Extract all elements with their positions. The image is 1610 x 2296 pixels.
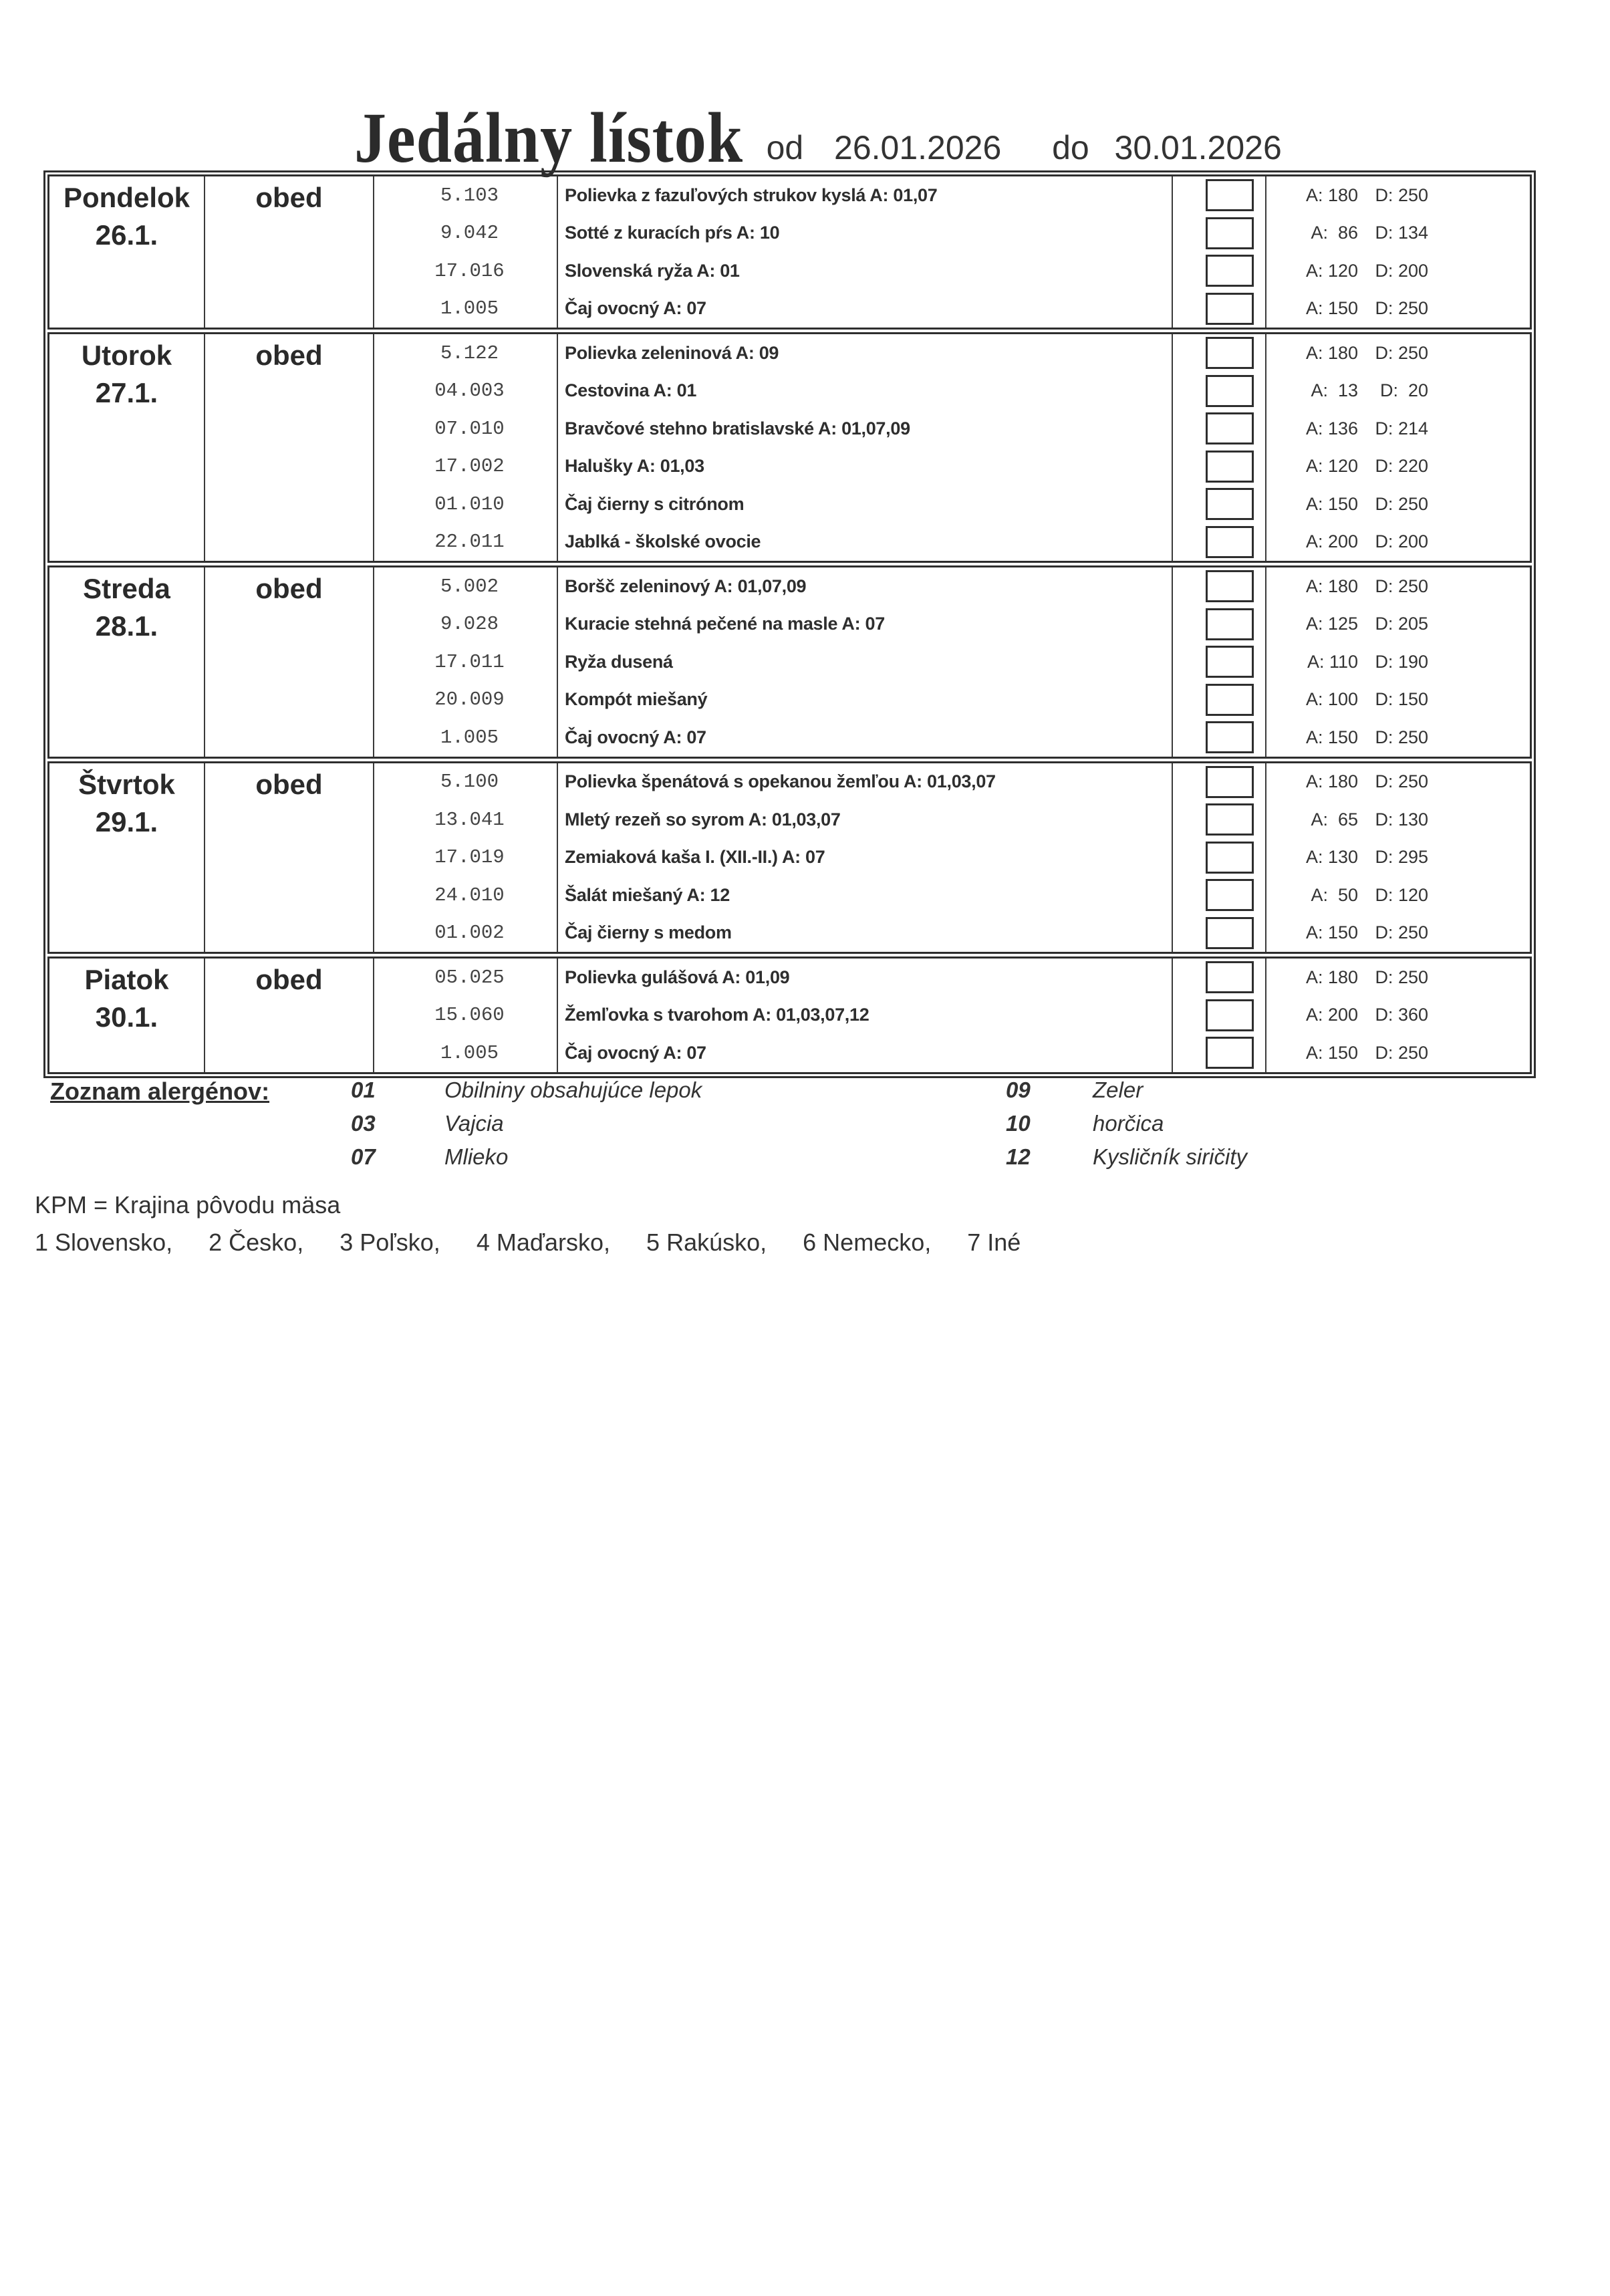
portion-row xyxy=(1266,681,1530,719)
recipe-code: 5.100 xyxy=(440,771,499,793)
portion-row xyxy=(1266,606,1530,644)
recipe-code: 9.042 xyxy=(440,222,499,245)
dish-name: Polievka gulášová A: 01,09 xyxy=(565,967,790,987)
order-checkbox[interactable] xyxy=(1206,375,1254,407)
meal-type: obed xyxy=(255,573,323,604)
day-block xyxy=(47,174,1532,330)
country-item: 2 Česko, xyxy=(209,1229,304,1256)
date-range xyxy=(767,128,1282,167)
order-checkbox[interactable] xyxy=(1206,526,1254,558)
checkbox-wrap xyxy=(1173,215,1265,253)
checkbox-wrap xyxy=(1173,606,1265,644)
portion-d: D: 250 xyxy=(1375,576,1428,596)
meal-type: obed xyxy=(255,340,323,371)
checkbox-wrap xyxy=(1173,523,1265,561)
recipe-code: 07.010 xyxy=(434,417,505,440)
portion-a: A: 180 xyxy=(1305,771,1358,792)
portion-a: A: 200 xyxy=(1305,531,1358,552)
portion-a: A: 110 xyxy=(1307,651,1358,672)
portion-column xyxy=(1266,763,1530,952)
portion-d: D: 130 xyxy=(1375,809,1428,830)
country-item: 3 Poľsko, xyxy=(340,1229,440,1256)
portion-row xyxy=(1266,567,1530,606)
portion-row xyxy=(1266,448,1530,486)
portion-a: A: 120 xyxy=(1305,260,1358,281)
order-checkbox-column xyxy=(1173,763,1266,952)
allergen-code: 03 xyxy=(351,1111,376,1136)
dish-name: Ryža dusená xyxy=(565,651,673,672)
portion-a: A: 180 xyxy=(1305,967,1358,987)
portion-d: D: 205 xyxy=(1375,614,1428,634)
checkbox-wrap xyxy=(1173,997,1265,1035)
dish-column xyxy=(558,334,1173,561)
portion-d: D: 20 xyxy=(1379,380,1428,401)
portion-a: A: 125 xyxy=(1305,614,1358,634)
recipe-code: 24.010 xyxy=(434,884,505,906)
portion-d: D: 250 xyxy=(1375,493,1428,514)
portion-d: D: 200 xyxy=(1375,531,1428,552)
portion-row xyxy=(1266,176,1530,215)
recipe-code: 01.002 xyxy=(434,922,505,944)
day-name: Piatok xyxy=(84,964,169,995)
portion-d: D: 150 xyxy=(1375,689,1428,710)
portion-row xyxy=(1266,839,1530,877)
dish-name: Bravčové stehno bratislavské A: 01,07,09 xyxy=(565,418,910,438)
to-date: 30.01.2026 xyxy=(1114,129,1282,166)
day-cell xyxy=(49,959,205,1072)
portion-row xyxy=(1266,997,1530,1035)
dish-name: Polievka z fazuľových strukov kyslá A: 01,07 xyxy=(565,184,938,205)
portion-a: A: 65 xyxy=(1311,809,1358,830)
checkbox-wrap xyxy=(1173,839,1265,877)
order-checkbox[interactable] xyxy=(1206,1037,1254,1069)
checkbox-wrap xyxy=(1173,290,1265,328)
day-block xyxy=(47,565,1532,759)
allergen-title: Zoznam alergénov: xyxy=(50,1077,270,1105)
meal-cell xyxy=(205,567,374,757)
recipe-code: 5.002 xyxy=(440,575,499,598)
meal-type: obed xyxy=(255,768,323,800)
portion-d: D: 200 xyxy=(1375,260,1428,281)
day-date: 26.1. xyxy=(95,219,158,251)
dish-name: Polievka zeleninová A: 09 xyxy=(565,342,779,363)
dish-column xyxy=(558,567,1173,757)
allergen-item xyxy=(351,1111,504,1136)
recipe-code: 1.005 xyxy=(440,1041,499,1064)
order-checkbox[interactable] xyxy=(1206,337,1254,369)
allergen-code: 09 xyxy=(1006,1077,1031,1102)
portion-a: A: 180 xyxy=(1305,342,1358,363)
allergen-item xyxy=(351,1144,508,1170)
allergen-name: Vajcia xyxy=(444,1111,504,1136)
portion-d: D: 250 xyxy=(1375,342,1428,363)
portion-row xyxy=(1266,801,1530,839)
meal-cell xyxy=(205,763,374,952)
portion-d: D: 250 xyxy=(1375,922,1428,943)
menu-header xyxy=(354,97,1282,178)
order-checkbox[interactable] xyxy=(1206,961,1254,993)
recipe-code: 5.103 xyxy=(440,184,499,207)
day-name: Utorok xyxy=(81,340,172,371)
portion-a: A: 200 xyxy=(1305,1005,1358,1025)
allergen-name: horčica xyxy=(1093,1111,1164,1136)
dish-column xyxy=(558,176,1173,328)
recipe-code: 5.122 xyxy=(440,342,499,364)
portion-d: D: 190 xyxy=(1375,651,1428,672)
day-block xyxy=(47,956,1532,1074)
checkbox-wrap xyxy=(1173,643,1265,681)
day-cell xyxy=(49,176,205,328)
recipe-code: 17.019 xyxy=(434,846,505,869)
dish-name: Sotté z kuracích pŕs A: 10 xyxy=(565,223,780,243)
dish-name: Čaj čierny s citrónom xyxy=(565,493,745,514)
order-checkbox[interactable] xyxy=(1206,721,1254,753)
day-date: 29.1. xyxy=(95,805,158,838)
recipe-code-column xyxy=(374,176,558,328)
dish-name: Halušky A: 01,03 xyxy=(565,456,704,477)
portion-d: D: 295 xyxy=(1375,847,1428,868)
meal-type: obed xyxy=(255,964,323,995)
portion-a: A: 13 xyxy=(1311,380,1358,401)
order-checkbox[interactable] xyxy=(1206,879,1254,911)
portion-a: A: 150 xyxy=(1305,493,1358,514)
portion-d: D: 250 xyxy=(1375,967,1428,987)
order-checkbox[interactable] xyxy=(1206,179,1254,211)
day-cell xyxy=(49,763,205,952)
meal-cell xyxy=(205,334,374,561)
menu-table xyxy=(43,170,1536,1078)
portion-column xyxy=(1266,176,1530,328)
order-checkbox[interactable] xyxy=(1206,684,1254,716)
day-cell xyxy=(49,334,205,561)
country-list xyxy=(35,1229,1050,1257)
checkbox-wrap xyxy=(1173,876,1265,914)
meal-cell xyxy=(205,176,374,328)
day-date: 27.1. xyxy=(95,377,158,408)
checkbox-wrap xyxy=(1173,914,1265,952)
dish-name: Čaj čierny s medom xyxy=(565,922,732,943)
portion-a: A: 150 xyxy=(1305,298,1358,319)
portion-row xyxy=(1266,763,1530,801)
portion-d: D: 360 xyxy=(1375,1005,1428,1025)
order-checkbox[interactable] xyxy=(1206,412,1254,444)
order-checkbox[interactable] xyxy=(1206,608,1254,640)
from-label: od xyxy=(766,129,804,166)
portion-row xyxy=(1266,410,1530,448)
checkbox-wrap xyxy=(1173,410,1265,448)
portion-a: A: 120 xyxy=(1305,456,1358,477)
dish-name: Čaj ovocný A: 07 xyxy=(565,727,706,747)
recipe-code: 05.025 xyxy=(434,966,505,989)
portion-row xyxy=(1266,523,1530,561)
recipe-code: 15.060 xyxy=(434,1004,505,1027)
order-checkbox[interactable] xyxy=(1206,570,1254,602)
recipe-code: 04.003 xyxy=(434,380,505,402)
recipe-code: 1.005 xyxy=(440,726,499,749)
recipe-code: 9.028 xyxy=(440,613,499,636)
recipe-code: 22.011 xyxy=(434,531,505,553)
allergen-name: Mlieko xyxy=(444,1144,509,1169)
recipe-code: 01.010 xyxy=(434,493,505,515)
dish-name: Šalát miešaný A: 12 xyxy=(565,884,730,905)
portion-d: D: 214 xyxy=(1375,418,1428,438)
order-checkbox-column xyxy=(1173,334,1266,561)
checkbox-wrap xyxy=(1173,681,1265,719)
order-checkbox[interactable] xyxy=(1206,646,1254,678)
portion-d: D: 250 xyxy=(1375,298,1428,319)
kpm-legend: KPM = Krajina pôvodu mäsa xyxy=(35,1191,341,1219)
portion-a: A: 100 xyxy=(1305,689,1358,710)
country-item: 6 Nemecko, xyxy=(803,1229,932,1256)
checkbox-wrap xyxy=(1173,176,1265,215)
portion-row xyxy=(1266,215,1530,253)
order-checkbox-column xyxy=(1173,176,1266,328)
allergen-name: Zeler xyxy=(1093,1077,1144,1102)
day-block xyxy=(47,332,1532,563)
recipe-code-column xyxy=(374,763,558,952)
to-label: do xyxy=(1052,129,1089,166)
dish-name: Jablká - školské ovocie xyxy=(565,531,761,552)
portion-column xyxy=(1266,959,1530,1072)
dish-name: Boršč zeleninový A: 01,07,09 xyxy=(565,576,807,596)
page-title: Jedálny lístok xyxy=(354,97,744,178)
dish-column xyxy=(558,959,1173,1072)
allergen-code: 10 xyxy=(1006,1111,1031,1136)
country-item: 4 Maďarsko, xyxy=(476,1229,611,1256)
checkbox-wrap xyxy=(1173,719,1265,757)
checkbox-wrap xyxy=(1173,959,1265,997)
order-checkbox[interactable] xyxy=(1206,917,1254,949)
recipe-code: 17.002 xyxy=(434,455,505,478)
allergen-code: 01 xyxy=(351,1077,376,1102)
day-date: 28.1. xyxy=(95,610,158,642)
day-name: Streda xyxy=(83,573,170,604)
portion-a: A: 180 xyxy=(1305,576,1358,596)
checkbox-wrap xyxy=(1173,801,1265,839)
portion-row xyxy=(1266,485,1530,523)
allergen-name: Obilniny obsahujúce lepok xyxy=(444,1077,702,1102)
recipe-code: 13.041 xyxy=(434,808,505,831)
day-cell xyxy=(49,567,205,757)
portion-a: A: 130 xyxy=(1305,847,1358,868)
allergen-item xyxy=(1006,1111,1164,1136)
meal-cell xyxy=(205,959,374,1072)
portion-row xyxy=(1266,1034,1530,1072)
order-checkbox[interactable] xyxy=(1206,488,1254,520)
portion-a: A: 136 xyxy=(1305,418,1358,438)
order-checkbox[interactable] xyxy=(1206,842,1254,874)
order-checkbox[interactable] xyxy=(1206,217,1254,249)
dish-name: Polievka špenátová s opekanou žemľou A: 01,03,07 xyxy=(565,771,996,792)
portion-a: A: 150 xyxy=(1305,922,1358,943)
dish-name: Zemiaková kaša I. (XII.-II.) A: 07 xyxy=(565,847,825,868)
dish-name: Mletý rezeň so syrom A: 01,03,07 xyxy=(565,809,841,830)
portion-row xyxy=(1266,290,1530,328)
from-date: 26.01.2026 xyxy=(834,129,1002,166)
order-checkbox[interactable] xyxy=(1206,999,1254,1031)
checkbox-wrap xyxy=(1173,485,1265,523)
checkbox-wrap xyxy=(1173,252,1265,290)
portion-a: A: 150 xyxy=(1305,727,1358,747)
portion-d: D: 250 xyxy=(1375,771,1428,792)
checkbox-wrap xyxy=(1173,763,1265,801)
portion-row xyxy=(1266,334,1530,372)
portion-a: A: 150 xyxy=(1305,1042,1358,1063)
dish-name: Kompót miešaný xyxy=(565,689,708,710)
day-block xyxy=(47,761,1532,954)
portion-a: A: 180 xyxy=(1305,184,1358,205)
checkbox-wrap xyxy=(1173,448,1265,486)
portion-row xyxy=(1266,719,1530,757)
country-item: 7 Iné xyxy=(967,1229,1021,1256)
dish-name: Cestovina A: 01 xyxy=(565,380,697,401)
portion-d: D: 120 xyxy=(1375,884,1428,905)
country-item: 5 Rakúsko, xyxy=(646,1229,767,1256)
country-item: 1 Slovensko, xyxy=(35,1229,173,1256)
order-checkbox-column xyxy=(1173,567,1266,757)
order-checkbox[interactable] xyxy=(1206,451,1254,483)
allergen-code: 07 xyxy=(351,1144,376,1169)
dish-name: Slovenská ryža A: 01 xyxy=(565,260,740,281)
meal-type: obed xyxy=(255,182,323,213)
portion-a: A: 50 xyxy=(1311,884,1358,905)
dish-column xyxy=(558,763,1173,952)
dish-name: Kuracie stehná pečené na masle A: 07 xyxy=(565,614,885,634)
allergen-item xyxy=(1006,1077,1143,1103)
recipe-code-column xyxy=(374,959,558,1072)
order-checkbox[interactable] xyxy=(1206,766,1254,798)
portion-row xyxy=(1266,876,1530,914)
checkbox-wrap xyxy=(1173,567,1265,606)
portion-row xyxy=(1266,643,1530,681)
portion-row xyxy=(1266,252,1530,290)
order-checkbox[interactable] xyxy=(1206,255,1254,287)
recipe-code-column xyxy=(374,567,558,757)
checkbox-wrap xyxy=(1173,1034,1265,1072)
allergen-name: Kysličník siričity xyxy=(1093,1144,1248,1169)
portion-d: D: 250 xyxy=(1375,184,1428,205)
recipe-code: 17.016 xyxy=(434,259,505,282)
allergen-item xyxy=(351,1077,702,1103)
recipe-code: 1.005 xyxy=(440,297,499,320)
portion-d: D: 220 xyxy=(1375,456,1428,477)
order-checkbox-column xyxy=(1173,959,1266,1072)
dish-name: Žemľovka s tvarohom A: 01,03,07,12 xyxy=(565,1005,869,1025)
order-checkbox[interactable] xyxy=(1206,293,1254,325)
allergen-item xyxy=(1006,1144,1247,1170)
day-name: Štvrtok xyxy=(78,768,175,800)
portion-column xyxy=(1266,334,1530,561)
day-date: 30.1. xyxy=(95,1001,158,1033)
portion-d: D: 134 xyxy=(1375,223,1428,243)
allergen-code: 12 xyxy=(1006,1144,1031,1169)
portion-row xyxy=(1266,959,1530,997)
portion-d: D: 250 xyxy=(1375,727,1428,747)
checkbox-wrap xyxy=(1173,334,1265,372)
day-name: Pondelok xyxy=(63,182,190,213)
recipe-code: 20.009 xyxy=(434,688,505,711)
portion-a: A: 86 xyxy=(1311,223,1358,243)
recipe-code-column xyxy=(374,334,558,561)
portion-row xyxy=(1266,372,1530,410)
recipe-code: 17.011 xyxy=(434,650,505,673)
portion-row xyxy=(1266,914,1530,952)
portion-d: D: 250 xyxy=(1375,1042,1428,1063)
order-checkbox[interactable] xyxy=(1206,803,1254,836)
dish-name: Čaj ovocný A: 07 xyxy=(565,1042,706,1063)
checkbox-wrap xyxy=(1173,372,1265,410)
dish-name: Čaj ovocný A: 07 xyxy=(565,298,706,319)
portion-column xyxy=(1266,567,1530,757)
